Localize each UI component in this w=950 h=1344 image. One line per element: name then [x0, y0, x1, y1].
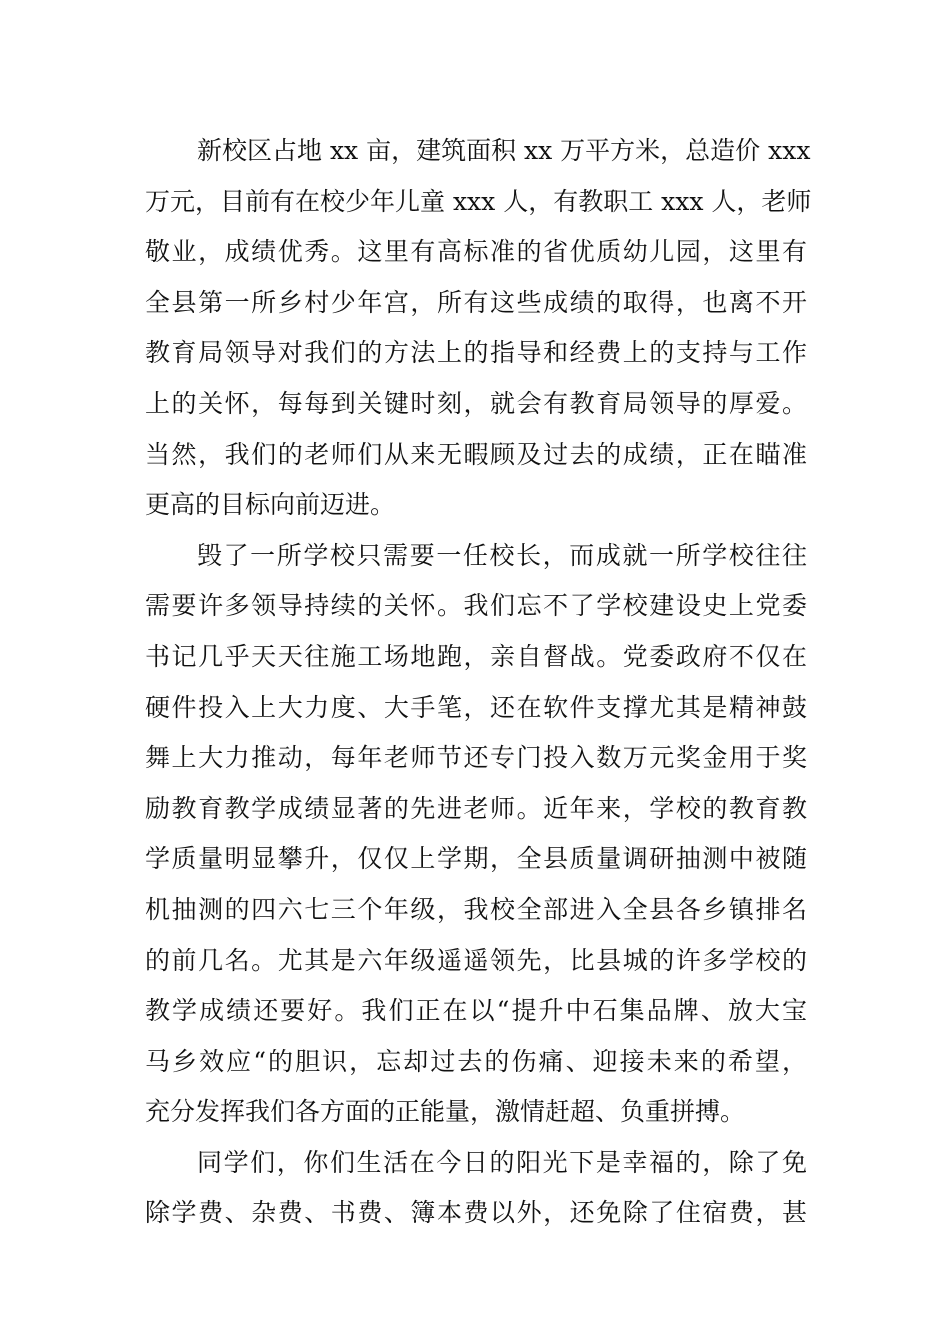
text-line: 教育局领导对我们的方法上的指导和经费上的支持与工作 [145, 338, 807, 368]
text-line: 同学们，你们生活在今日的阳光下是幸福的，除了免 [197, 1147, 807, 1177]
text-line: 当然，我们的老师们从来无暇顾及过去的成绩，正在瞄准 [145, 439, 807, 469]
text-line: 敬业，成绩优秀。这里有高标准的省优质幼儿园，这里有 [145, 237, 807, 267]
text-line: 马乡效应“的胆识，忘却过去的伤痛、迎接未来的希望， [145, 1046, 807, 1076]
text-line: 教学成绩还要好。我们正在以“提升中石集品牌、放大宝 [145, 996, 807, 1026]
text-line: 上的关怀，每每到关键时刻，就会有教育局领导的厚爱。 [145, 388, 807, 418]
paragraph-3 [145, 1138, 807, 1239]
paragraph-1 [145, 126, 812, 531]
text-line: 舞上大力推动，每年老师节还专门投入数万元奖金用于奖 [145, 743, 807, 773]
text-line: 除学费、杂费、书费、簿本费以外，还免除了住宿费，甚 [145, 1198, 807, 1228]
text-line: 充分发挥我们各方面的正能量，激情赶超、负重拼搏。 [145, 1097, 746, 1127]
text-line: 的前几名。尤其是六年级遥遥领先，比县城的许多学校的 [145, 945, 807, 975]
text-line: 励教育教学成绩显著的先进老师。近年来，学校的教育教 [145, 793, 807, 823]
text-line: 书记几乎天天往施工场地跑，亲自督战。党委政府不仅在 [145, 641, 807, 671]
text-line: 学质量明显攀升，仅仅上学期，全县质量调研抽测中被随 [145, 844, 807, 874]
text-line: 需要许多领导持续的关怀。我们忘不了学校建设史上党委 [145, 591, 807, 621]
text-line: 硬件投入上大力度、大手笔，还在软件支撑尤其是精神鼓 [145, 692, 807, 722]
text-line: 万元，目前有在校少年儿童 xxx 人，有教职工 xxx 人，老师 [145, 186, 812, 216]
text-line: 毁了一所学校只需要一任校长，而成就一所学校往往 [197, 540, 807, 570]
text-line: 新校区占地 xx 亩，建筑面积 xx 万平方米，总造价 xxx [197, 136, 811, 165]
text-line: 更高的目标向前迈进。 [145, 490, 396, 520]
paragraph-2 [145, 531, 807, 1138]
body-text [145, 126, 812, 1239]
text-line: 全县第一所乡村少年宫，所有这些成绩的取得，也离不开 [145, 287, 807, 317]
text-line: 机抽测的四六七三个年级，我校全部进入全县各乡镇排名 [145, 894, 807, 924]
